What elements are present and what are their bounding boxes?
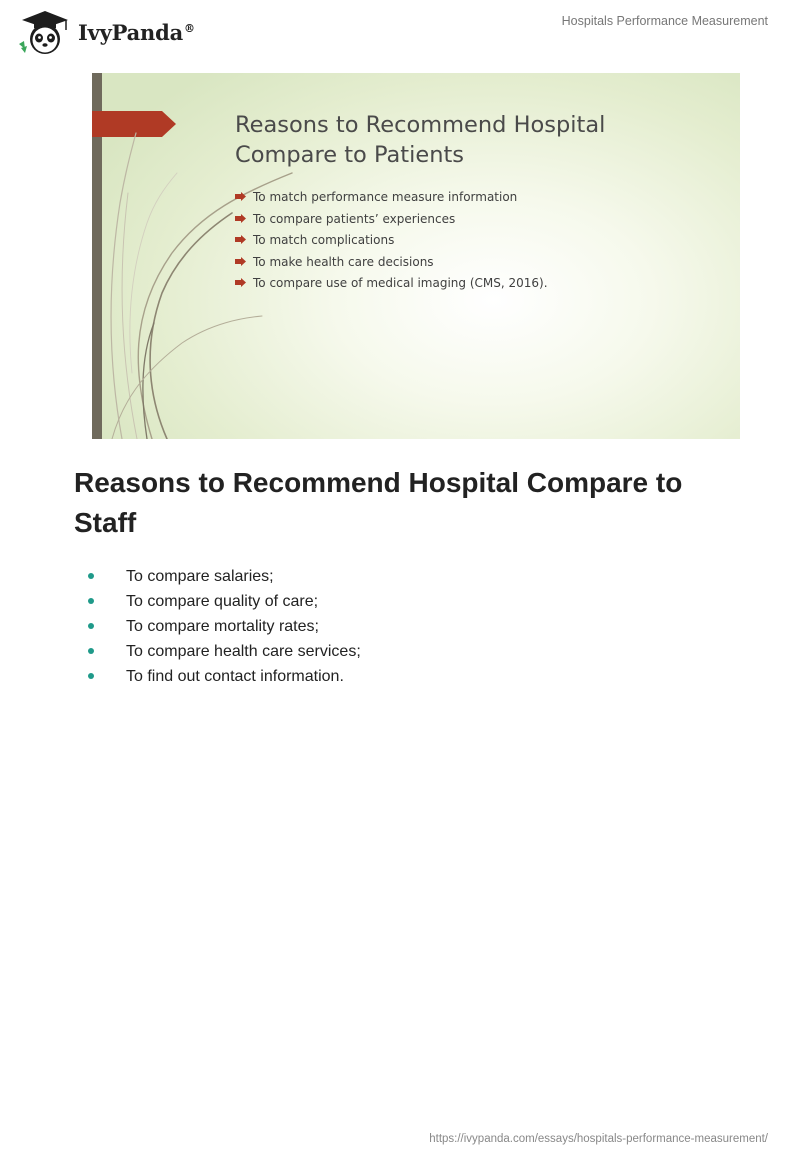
- slide-image: [92, 73, 740, 439]
- list-item-text: To compare health care services;: [126, 643, 361, 660]
- bullet-dot-icon: [88, 598, 94, 604]
- arrow-bullet-icon: [235, 278, 246, 287]
- bullet-dot-icon: [88, 573, 94, 579]
- section-heading: Reasons to Recommend Hospital Compare to Staff: [74, 467, 683, 538]
- slide-list-item: [235, 231, 548, 253]
- slide-bullet-list: [235, 188, 548, 296]
- slide-list-item: [235, 253, 548, 275]
- arrow-bullet-icon: [235, 214, 246, 223]
- bullet-dot-icon: [88, 648, 94, 654]
- document-title: Hospitals Performance Measurement: [561, 14, 768, 28]
- slide-list-item-text: To match performance measure information: [253, 190, 518, 204]
- list-item: [74, 589, 361, 614]
- list-item-text: To compare mortality rates;: [126, 618, 319, 635]
- list-item: [74, 564, 361, 589]
- source-url-link[interactable]: https://ivypanda.com/essays/hospitals-performance-measurement/: [429, 1133, 768, 1145]
- brand-name: IvyPanda®: [78, 19, 195, 45]
- slide-title: Reasons to Recommend Hospital Compare to Patients: [235, 112, 606, 168]
- list-item-text: To compare salaries;: [126, 568, 274, 585]
- bullet-dot-icon: [88, 623, 94, 629]
- bullet-dot-icon: [88, 673, 94, 679]
- list-item: [74, 614, 361, 639]
- registered-mark: ®: [184, 21, 195, 35]
- arrow-bullet-icon: [235, 192, 246, 201]
- slide-list-item-text: To compare use of medical imaging (CMS, 2016).: [253, 276, 548, 291]
- slide-list-item: [235, 210, 548, 232]
- panda-graduate-icon: [16, 8, 74, 56]
- page-header: [0, 0, 800, 60]
- ivypanda-logo[interactable]: [16, 8, 196, 56]
- slide-list-item-text: To match complications: [253, 233, 395, 248]
- slide-list-item: [235, 188, 548, 210]
- list-item-text: To compare quality of care;: [126, 593, 319, 610]
- list-item-text: To find out contact information.: [126, 668, 344, 685]
- list-item: [74, 639, 361, 664]
- arrow-bullet-icon: [235, 235, 246, 244]
- staff-reasons-list: [74, 564, 361, 689]
- slide-list-item-text: To compare patients’ experiences: [253, 211, 456, 226]
- slide-list-item: [235, 274, 548, 296]
- arrow-bullet-icon: [235, 257, 246, 266]
- list-item: [74, 664, 361, 689]
- slide-list-item-text: To make health care decisions: [253, 254, 434, 269]
